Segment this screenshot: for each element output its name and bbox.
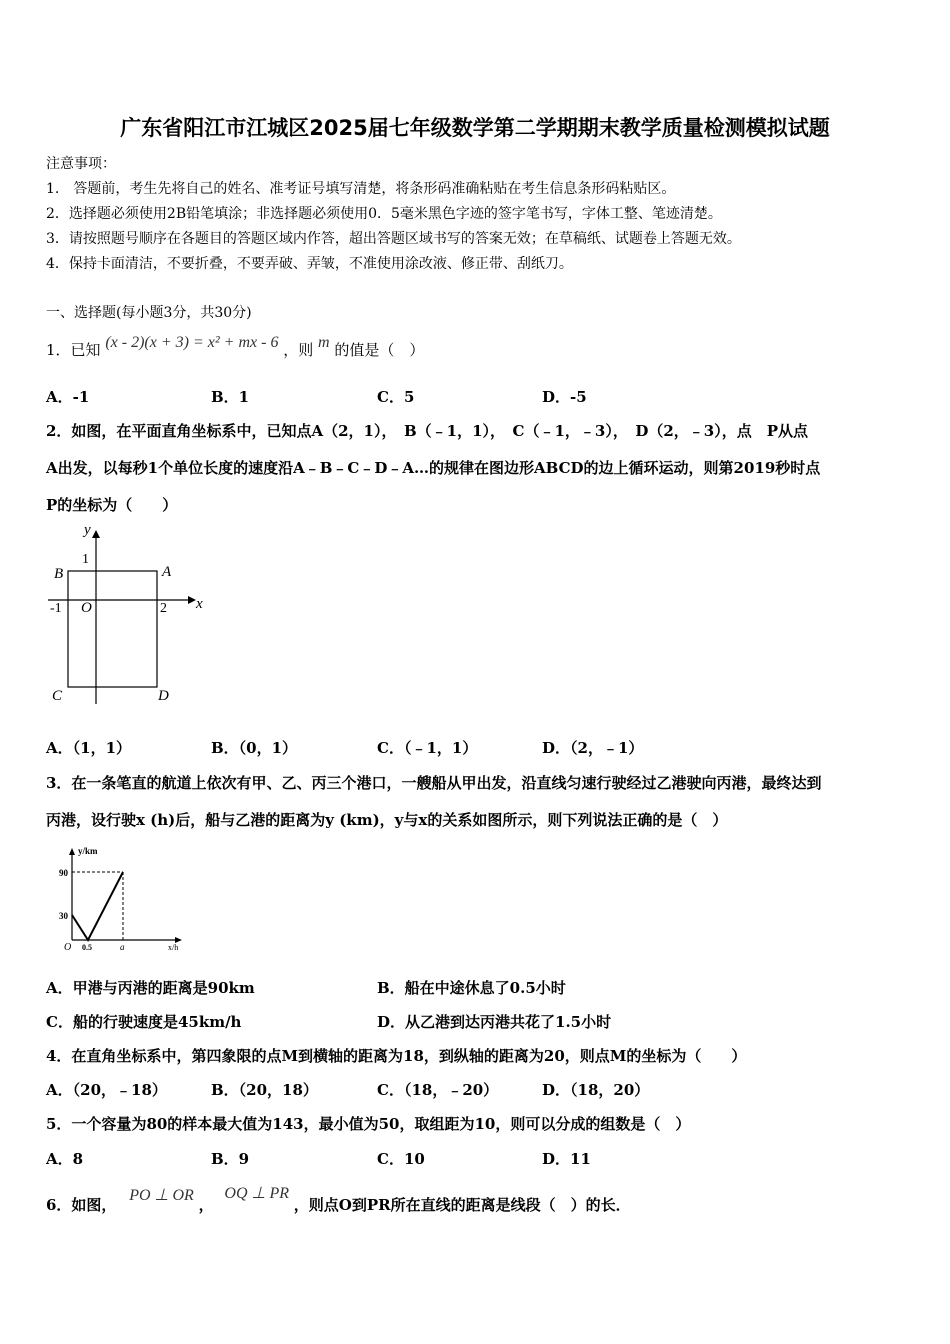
section-heading: 一、选择题(每小题3分，共30分): [46, 305, 252, 321]
q6-formula-1: PO ⊥ OR: [129, 1187, 194, 1204]
q1-end: 的值是（ ）: [334, 341, 425, 359]
q3-line-2: 丙港，设行驶x (h)后，船与乙港的距离为y (km)，y与x的关系如图所示，则下列说法正确的是（ ）: [46, 811, 728, 829]
q5-option-c: C．10: [377, 1150, 425, 1168]
y-label: y: [84, 522, 91, 538]
q4-option-b: B．（20，18）: [211, 1081, 318, 1099]
q2-option-b: B．（0，1）: [211, 739, 298, 757]
page-title: 广东省阳江市江城区2025届七年级数学第二学期期末教学质量检测模拟试题: [120, 116, 830, 140]
q1-formula: (x - 2)(x + 3) = x² + mx - 6: [105, 334, 279, 351]
x-arrow-icon: [188, 596, 196, 604]
q2-option-c: C．（﹣1，1）: [377, 739, 478, 757]
tick-a: a: [120, 942, 125, 952]
point-d-label: D: [158, 688, 169, 704]
q2-figure: [44, 518, 214, 708]
tick-90: 90: [59, 868, 68, 878]
origin-label: O: [64, 942, 72, 952]
notice-heading: 注意事项：: [46, 156, 116, 172]
q5-option-b: B．9: [211, 1150, 250, 1168]
tick-x-neg1: -1: [50, 601, 62, 616]
q3-option-a: A．甲港与丙港的距离是90km: [46, 979, 255, 997]
q4-text: 4．在直角坐标系中，第四象限的点M到横轴的距离为18，到纵轴的距离为20，则点M的坐标为（ ）: [46, 1047, 747, 1065]
q6-formula-2: OQ ⊥ PR: [224, 1185, 289, 1202]
q1-lead: 1．已知: [46, 341, 101, 359]
rectangle-abcd: [68, 571, 157, 687]
q1-mid: ，则: [283, 341, 314, 359]
point-c-label: C: [52, 688, 63, 704]
q1-option-a: A．-1: [46, 388, 90, 406]
tick-y-1: 1: [82, 552, 89, 567]
y-arrow-icon: [69, 848, 75, 855]
tick-0-5: 0.5: [82, 943, 92, 952]
q5-option-a: A．8: [46, 1150, 84, 1168]
q3-option-b: B．船在中途休息了0.5小时: [377, 979, 566, 997]
q1-option-d: D．-5: [542, 388, 587, 406]
q2-option-d: D．（2，﹣1）: [542, 739, 644, 757]
q3-option-c: C．船的行驶速度是45km/h: [46, 1013, 242, 1031]
point-a-label: A: [162, 564, 172, 580]
q2-option-a: A．（1，1）: [46, 739, 132, 757]
point-b-label: B: [54, 566, 64, 582]
q6-lead: 6．如图，: [46, 1196, 117, 1214]
tick-30: 30: [59, 911, 68, 921]
x-label: x: [196, 596, 203, 612]
q1-option-b: B．1: [211, 388, 250, 406]
x-axis-label: x/h: [168, 943, 179, 952]
q4-option-a: A．（20，﹣18）: [46, 1081, 167, 1099]
q3-line-1: 3．在一条笔直的航道上依次有甲、乙、丙三个港口，一艘船从甲出发，沿直线匀速行驶经过乙港驶向丙港，最终达到: [46, 774, 822, 792]
q2-line-2: A出发，以每秒1个单位长度的速度沿A﹣B﹣C﹣D﹣A…的规律在图边形ABCD的边上循环运动，则第2019秒时点: [46, 459, 821, 477]
notice-item-1: 1. 答题前，考生先将自己的姓名、准考证号填写清楚，将条形码准确粘贴在考生信息条形码粘贴区。: [46, 181, 676, 197]
y-arrow-icon: [92, 530, 100, 538]
q4-option-c: C．（18，﹣20）: [377, 1081, 499, 1099]
q4-option-d: D．（18，20）: [542, 1081, 650, 1099]
q1-option-c: C．5: [377, 388, 415, 406]
q1-var: m: [318, 334, 330, 351]
q6-comma: ，: [198, 1196, 214, 1214]
q6-end: ，则点O到PR所在直线的距离是线段（ ）的长．: [293, 1196, 631, 1214]
question-6: [46, 1185, 631, 1215]
y-axis-label: y/km: [78, 846, 98, 856]
q3-option-d: D．从乙港到达丙港共花了1.5小时: [377, 1013, 612, 1031]
question-1: [46, 334, 425, 360]
q3-figure: [58, 842, 188, 952]
q5-text: 5．一个容量为80的样本最大值为143，最小值为50，取组距为10，则可以分成的组数是（ ）: [46, 1115, 691, 1133]
q2-line-1: 2．如图，在平面直角坐标系中，已知点A（2，1）， B（﹣1，1）， C（﹣1，﹣3）， D（2，﹣3），点 P从点: [46, 422, 808, 440]
notice-item-4: 4．保持卡面清洁，不要折叠，不要弄破、弄皱，不准使用涂改液、修正带、刮纸刀。: [46, 256, 573, 272]
q2-line-3: P的坐标为（ ）: [46, 496, 178, 514]
notice-item-2: 2．选择题必须使用2B铅笔填涂；非选择题必须使用0．5毫米黑色字迹的签字笔书写，字体工整、笔迹清楚。: [46, 206, 722, 222]
notice-item-3: 3．请按照题号顺序在各题目的答题区域内作答，超出答题区域书写的答案无效；在草稿纸、试题卷上答题无效。: [46, 231, 741, 247]
distance-line: [72, 872, 123, 940]
tick-x-2: 2: [160, 601, 167, 616]
q5-option-d: D．11: [542, 1150, 591, 1168]
origin-label: O: [81, 600, 92, 616]
